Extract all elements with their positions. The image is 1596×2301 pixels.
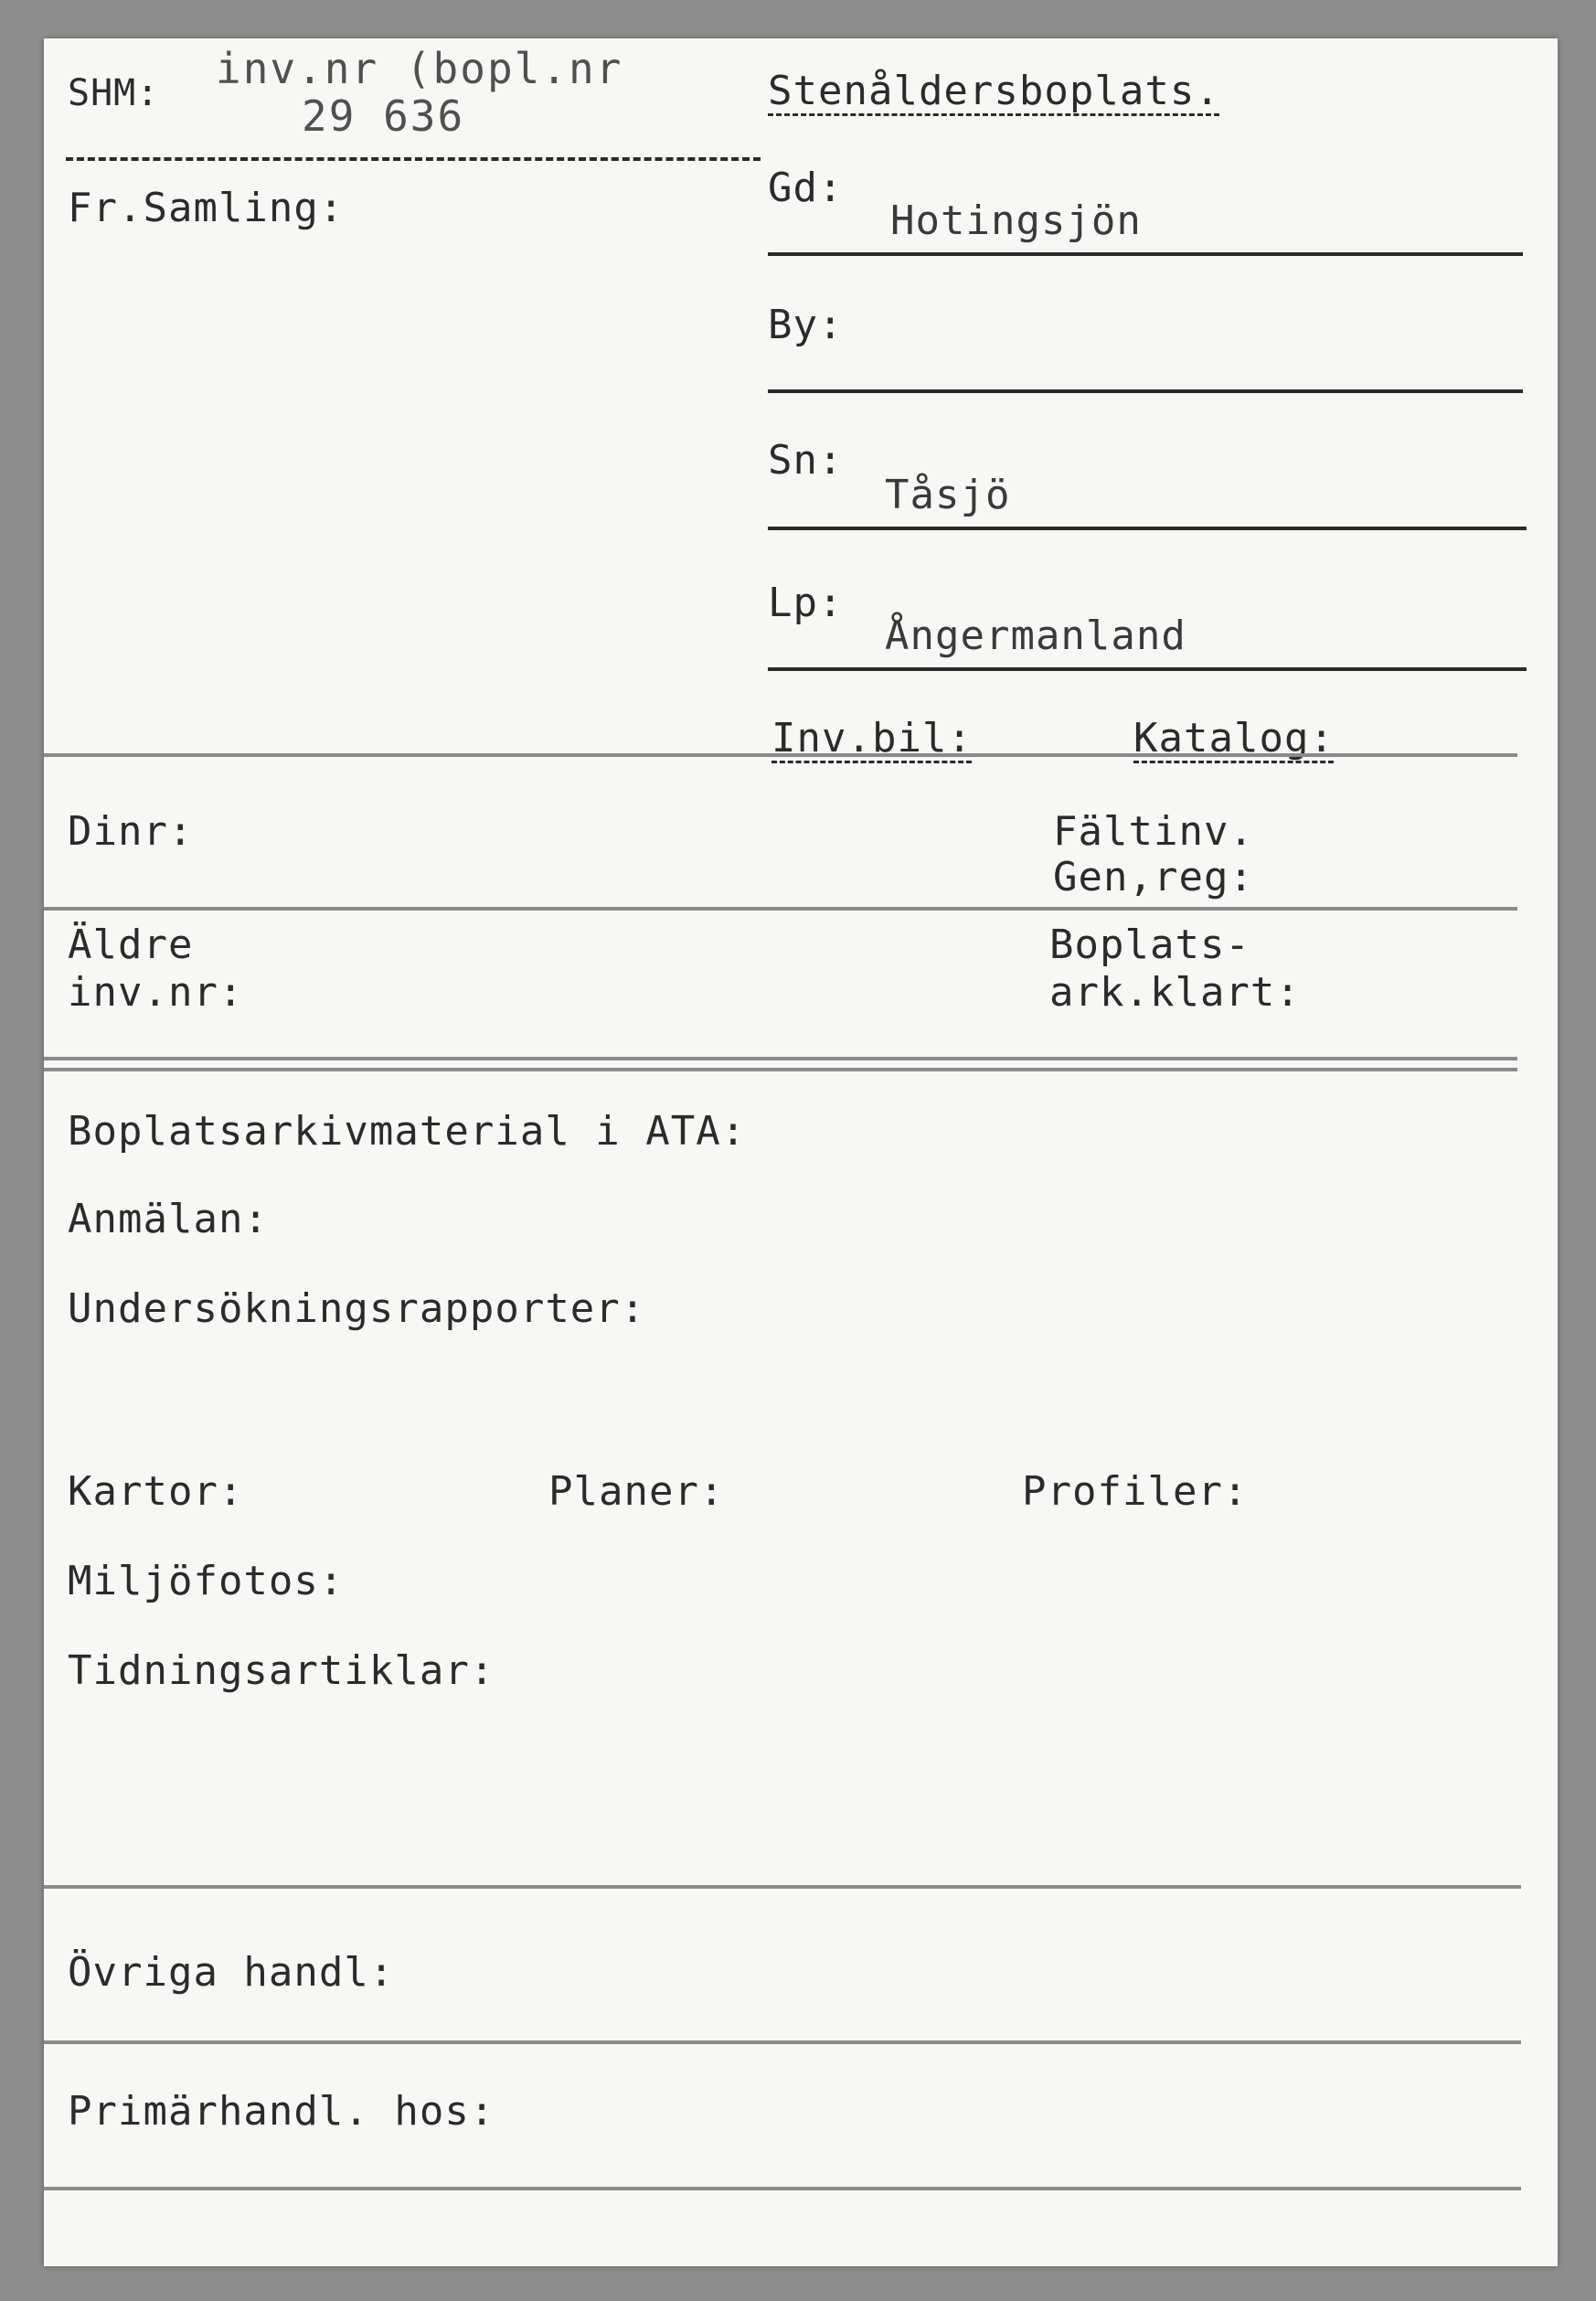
archive-heading: Boplatsarkivmaterial i ATA:	[68, 1108, 747, 1155]
section-divider-2	[44, 907, 1517, 911]
primar-label: Primärhandl. hos:	[68, 2088, 495, 2135]
field-value-gd: Hotingsjön	[890, 197, 1142, 244]
aldre-label: Äldre	[68, 921, 194, 968]
section-divider-3	[44, 1885, 1521, 1889]
shm-label: SHM:	[68, 72, 160, 114]
planer-label: Planer:	[548, 1468, 725, 1515]
double-divider-top	[44, 1057, 1517, 1060]
header-divider	[66, 157, 761, 161]
katalog-label: Katalog:	[1133, 715, 1335, 762]
field-value-sn: Tåsjö	[885, 472, 1011, 518]
inv-bil-label: Inv.bil:	[771, 715, 973, 762]
miljofotos-label: Miljöfotos:	[68, 1558, 345, 1604]
section-divider-5	[44, 2187, 1521, 2190]
handwritten-inv-number: 29 636	[302, 91, 465, 141]
faltinv-label: Fältinv.	[1053, 808, 1254, 855]
field-label-by: By:	[768, 302, 844, 348]
tidning-label: Tidningsartiklar:	[68, 1647, 495, 1694]
field-label-sn: Sn:	[768, 437, 844, 484]
field-line-sn	[768, 527, 1527, 530]
catalog-card	[44, 38, 1558, 2266]
handwritten-inv-note: inv.nr (bopl.nr	[216, 44, 623, 93]
field-label-gd: Gd:	[768, 165, 844, 211]
field-value-lp: Ångermanland	[885, 613, 1186, 659]
double-divider-bottom	[44, 1068, 1517, 1071]
boplats-label: Boplats-	[1049, 921, 1250, 968]
profiler-label: Profiler:	[1022, 1468, 1249, 1515]
gen-reg-label: Gen,reg:	[1053, 854, 1254, 900]
dinr-label: Dinr:	[68, 808, 194, 855]
field-line-by	[768, 389, 1523, 393]
undersokning-label: Undersökningsrapporter:	[68, 1285, 646, 1332]
field-line-lp	[768, 667, 1527, 671]
ark-klart-label: ark.klart:	[1049, 969, 1301, 1016]
card-title: Stenåldersboplats.	[768, 68, 1220, 114]
aldre-inv-nr-label: inv.nr:	[68, 969, 244, 1016]
fr-samling-label: Fr.Samling:	[68, 185, 345, 231]
ovriga-label: Övriga handl:	[68, 1949, 395, 1996]
section-divider-1	[44, 753, 1517, 757]
field-line-gd	[768, 252, 1523, 256]
anmalan-label: Anmälan:	[68, 1196, 269, 1242]
field-label-lp: Lp:	[768, 580, 844, 626]
kartor-label: Kartor:	[68, 1468, 244, 1515]
section-divider-4	[44, 2040, 1521, 2044]
